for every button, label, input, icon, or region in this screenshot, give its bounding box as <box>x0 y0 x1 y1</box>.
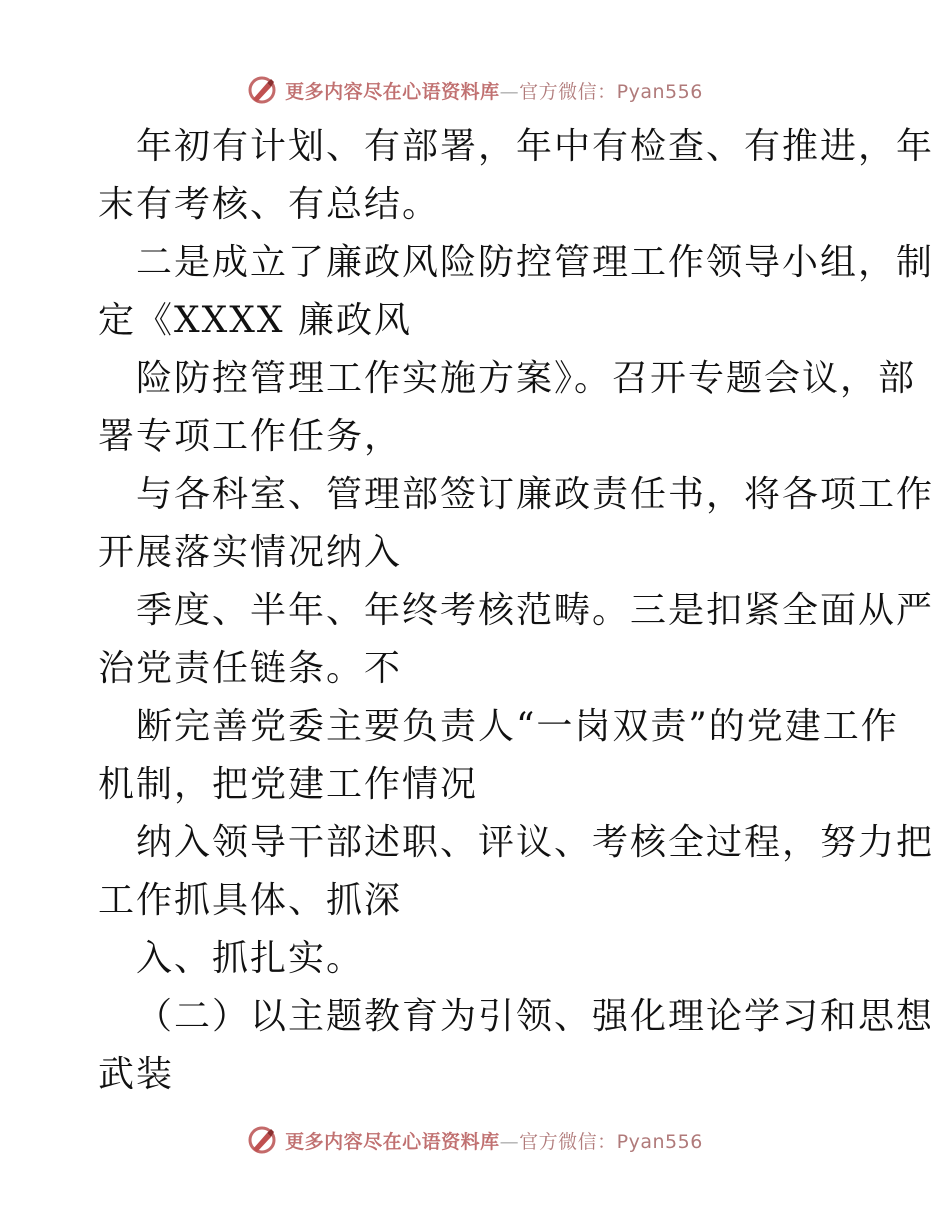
text-line: 末有考核、有总结。 <box>98 184 441 225</box>
watermark-contact: 官方微信：Pyan556 <box>519 1130 703 1153</box>
text-line: 与各科室、管理部签订廉政责任书，将各项工作 <box>136 474 935 515</box>
pen-circle-icon <box>247 1125 277 1155</box>
document-body <box>98 118 935 1104</box>
text-line: 武装 <box>98 1054 175 1095</box>
watermark-brand: 更多内容尽在心语资料库 <box>285 1130 500 1153</box>
text-line: 年初有计划、有部署，年中有检查、有推进，年 <box>136 126 935 167</box>
text-line: 二是成立了廉政风险防控管理工作领导小组，制 <box>136 242 935 283</box>
text-line: （二）以主题教育为引领、强化理论学习和思想 <box>136 996 935 1037</box>
text-line: 险防控管理工作实施方案》。召开专题会议，部 <box>136 358 917 399</box>
text-line: 机制，把党建工作情况 <box>98 764 479 805</box>
text-line: 纳入领导干部述职、评议、考核全过程，努力把 <box>136 822 935 863</box>
text-line: 断完善党委主要负责人“一岗双责”的党建工作 <box>136 706 899 747</box>
watermark-text <box>285 77 703 104</box>
watermark-contact: 官方微信：Pyan556 <box>519 80 703 103</box>
header-watermark <box>0 70 950 110</box>
watermark-text <box>285 1127 703 1154</box>
text-line: 季度、半年、年终考核范畴。三是扣紧全面从严 <box>136 590 935 631</box>
pen-circle-icon <box>247 75 277 105</box>
text-line: 定《XXXX 廉政风 <box>98 300 412 341</box>
text-line: 入、抓扎实。 <box>136 938 365 979</box>
watermark-separator: — <box>499 80 520 103</box>
text-line: 治党责任链条。不 <box>98 648 403 689</box>
text-line: 开展落实情况纳入 <box>98 532 403 573</box>
footer-watermark <box>0 1120 950 1160</box>
watermark-brand: 更多内容尽在心语资料库 <box>285 80 500 103</box>
text-line: 署专项工作任务， <box>98 416 403 457</box>
watermark-separator: — <box>499 1130 520 1153</box>
text-line: 工作抓具体、抓深 <box>98 880 403 921</box>
